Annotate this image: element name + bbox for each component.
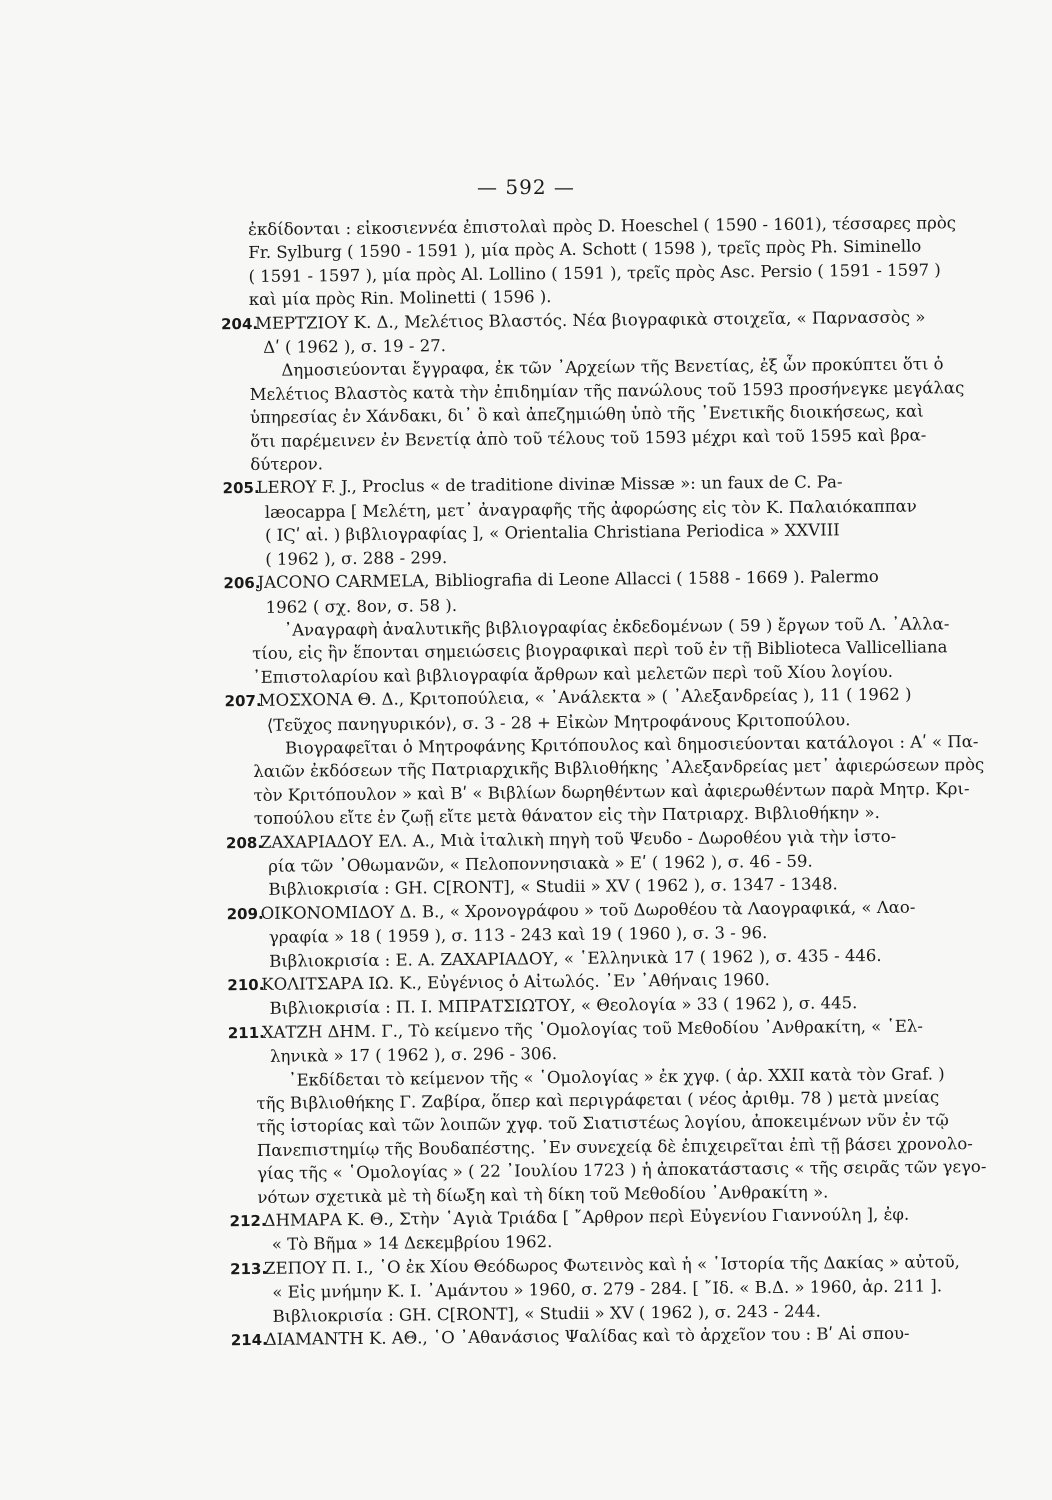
- line-text: ΖΑΧΑΡΙΑΔΟΥ ΕΛ. Α., Μιὰ ἰταλικὴ πηγὴ τοῦ Ψευδο - Δωροθέου γιὰ τὴν ἱστο-: [259, 826, 897, 852]
- line-text: ᾿Εκδίδεται τὸ κείμενον τῆς « ῾Ομολογίας » ἐκ χγφ. ( ἀρ. XXII κατὰ τὸν Graf. ): [288, 1063, 945, 1090]
- line-text: ρία τῶν ᾿Οθωμανῶν, « Πελοποννησιακὰ » Εʹ ( 1962 ), σ. 46 - 59.: [268, 851, 813, 876]
- line-text: 1962 ( σχ. 8ον, σ. 58 ).: [265, 595, 458, 617]
- line-text: Πανεπιστημίῳ τῆς Βουδαπέστης. ᾿Εν συνεχείᾳ δὲ ἐπιχειρεῖται ἐπὶ τῇ βάσει χρονολο-: [256, 1133, 973, 1160]
- line-text: ὑπηρεσίας ἐν Χάνδακι, δι᾿ ὃ καὶ ἀπεζημιώθη ὑπὸ τῆς ᾿Ενετικῆς διοικήσεως, καὶ: [249, 401, 924, 428]
- line-text: ⟨Τεῦχος πανηγυρικόν⟩, σ. 3 - 28 + Εἰκὼν Μητροφάνους Κριτοπούλου.: [266, 709, 851, 735]
- line-text: τίου, εἰς ἣν ἕπονται σημειώσεις βιογραφικαὶ περὶ τοῦ ἐν τῇ Biblioteca Vallicelliana: [252, 637, 948, 664]
- line-text: Δʹ ( 1962 ), σ. 19 - 27.: [263, 336, 446, 357]
- line-text: τῆς Βιβλιοθήκης Γ. Ζαβίρα, ὅπερ καὶ περιγράφεται ( νέος ἀριθμ. 78 ) μετὰ μνείας: [256, 1087, 940, 1113]
- entry-number: 212.: [229, 1211, 267, 1231]
- line-text: τῆς ἱστορίας καὶ τῶν λοιπῶν χγφ. τοῦ Σιατιστέως λογίου, ἀποκειμένων νῦν ἐν τῷ: [256, 1110, 949, 1137]
- line-text: ΔΙΑΜΑΝΤΗ Κ. ΑΘ., ῾Ο ᾿Αθανάσιος Ψαλίδας καὶ τὸ ἀρχεῖον του : Βʹ Αἱ σπου-: [264, 1323, 910, 1349]
- line-text: ᾿Αναγραφὴ ἀναλυτικῆς βιβλιογραφίας ἐκδεδομένων ( 59 ) ἔργων τοῦ Λ. ᾿Αλλα-: [283, 614, 950, 640]
- line-text: Fr. Sylburg ( 1590 - 1591 ), μία πρὸς A. Schott ( 1598 ), τρεῖς πρὸς Ph. Siminello: [248, 236, 922, 263]
- line-text: « Τὸ Βῆμα » 14 Δεκεμβρίου 1962.: [271, 1232, 553, 1255]
- page-number: — 592 —: [477, 175, 575, 199]
- entry-number: 211.: [227, 1023, 265, 1043]
- line-text: « Εἰς μνήμην Κ. Ι. ᾿Αμάντου » 1960, σ. 279 - 284. [ ῎Ιδ. « Β.Δ. » 1960, ἀρ. 211 ].: [272, 1276, 943, 1303]
- line-text: ΔΗΜΑΡΑ Κ. Θ., Στὴν ῾Αγιὰ Τριάδα [ ῎Αρθρον περὶ Εὐγενίου Γιαννούλη ], ἐφ.: [263, 1204, 910, 1230]
- line-text: ΧΑΤΖΗ ΔΗΜ. Γ., Τὸ κείμενο τῆς ῾Ομολογίας τοῦ Μεθοδίου ᾿Ανθρακίτη, « ῾Ελ-: [261, 1016, 923, 1042]
- entry-number: 205.: [222, 479, 260, 498]
- entry-number: 210.: [227, 975, 265, 995]
- line-text: Βιογραφεῖται ὁ Μητροφάνης Κριτόπουλος καὶ δημοσιεύονται κατάλογοι : Αʹ « Πα-: [284, 731, 979, 758]
- entry-number: 209.: [226, 904, 264, 924]
- line-text: τοπούλου εἴτε ἐν ζωῇ εἴτε μετὰ θάνατον εἰς τὴν Πατριαρχ. Βιβλιοθήκην ».: [253, 803, 880, 829]
- line-text: γραφία » 18 ( 1959 ), σ. 113 - 243 καὶ 19 ( 1960 ), σ. 3 - 96.: [268, 923, 768, 948]
- line-text: ληνικὰ » 17 ( 1962 ), σ. 296 - 306.: [269, 1044, 558, 1067]
- line-text: ΜΕΡΤΖΙΟΥ Κ. Δ., Μελέτιος Βλαστός. Νέα βιογραφικὰ στοιχεῖα, « Παρνασσὸς »: [254, 307, 926, 333]
- line-text: ( ΙϚʹ αἰ. ) βιβλιογραφίας ], « Orientalia Christiana Periodica » XXVIII: [264, 520, 840, 546]
- entry-number: 204.: [220, 314, 259, 333]
- line-text: Βιβλιοκρισία : GH. C[RONT], « Studii » XV ( 1962 ), σ. 243 - 244.: [272, 1301, 821, 1326]
- line-text: Δημοσιεύονται ἔγγραφα, ἐκ τῶν ᾿Αρχείων τῆς Βενετίας, ἐξ ὧν προκύπτει ὅτι ὁ: [281, 354, 944, 381]
- line-text: læocappa [ Μελέτη, μετ᾿ ἀναγραφῆς τῆς ἀφορώσης εἰς τὸν Κ. Παλαιόκαππαν: [264, 496, 917, 522]
- entry-number: 207.: [224, 692, 262, 711]
- line-text: ( 1591 - 1597 ), μία πρὸς Al. Lollino ( 1591 ), τρεῖς πρὸς Asc. Persio ( 1591 - 1597 ): [248, 260, 941, 286]
- line-text: δύτερον.: [250, 454, 324, 475]
- line-text: ΜΟΣΧΟΝΑ Θ. Δ., Κριτοπούλεια, « ᾿Ανάλεκτα » ( ᾿Αλεξανδρείας ), 11 ( 1962 ): [258, 684, 912, 711]
- line-text: καὶ μία πρὸς Rin. Molinetti ( 1596 ).: [248, 287, 552, 310]
- line-text: JACONO CARMELA, Bibliografia di Leone Allacci ( 1588 - 1669 ). Palermo: [257, 567, 879, 593]
- line-text: ἐκδίδονται : εἰκοσιεννέα ἐπιστολαὶ πρὸς D. Hoeschel ( 1590 - 1601), τέσσαρες πρὸς: [248, 213, 957, 239]
- line-text: Βιβλιοκρισία : GH. C[RONT], « Studii » XV ( 1962 ), σ. 1347 - 1348.: [268, 874, 838, 900]
- line-text: νότων σχετικὰ μὲ τὴ δίωξη καὶ τὴ δίκη τοῦ Μεθοδίου ᾿Ανθρακίτη ».: [257, 1182, 829, 1207]
- line-text: Μελέτιος Βλαστὸς κατὰ τὴν ἐπιδημίαν τῆς πανώλους τοῦ 1593 προσήνεγκε μεγάλας: [249, 377, 965, 404]
- line-text: ΖΕΠΟΥ Π. Ι., ῾Ο ἐκ Χίου Θεόδωρος Φωτεινὸς καὶ ἡ « ῾Ιστορία τῆς Δακίας » αὐτοῦ,: [263, 1252, 960, 1278]
- line-text: Βιβλιοκρισία : Ε. Α. ΖΑΧΑΡΙΑΔΟΥ, « ῾Ελληνικὰ 17 ( 1962 ), σ. 435 - 446.: [269, 945, 882, 971]
- line-text: ( 1962 ), σ. 288 - 299.: [265, 547, 448, 569]
- line-text: ΟΙΚΟΝΟΜΙΔΟΥ Δ. Β., « Χρονογράφου » τοῦ Δωροθέου τὰ Λαογραφικά, « Λαο-: [260, 897, 916, 923]
- entry-number: 208.: [225, 833, 264, 852]
- line-text: ὅτι παρέμεινεν ἐν Βενετίᾳ ἀπὸ τοῦ τέλους τοῦ 1593 μέχρι καὶ τοῦ 1595 καὶ βρα-: [250, 425, 927, 451]
- line-text: λαιῶν ἐκδόσεων τῆς Πατριαρχικῆς Βιβλιοθήκης ᾿Αλεξανδρείας μετ᾿ ἀφιερώσεων πρὸς: [253, 755, 985, 782]
- line-text: ᾿Επιστολαρίου καὶ βιβλιογραφία ἄρθρων καὶ μελετῶν περὶ τοῦ Χίου λογίου.: [252, 661, 894, 687]
- bibliography-text: [220, 211, 987, 1352]
- line-text: LEROY F. J., Proclus « de traditione divinæ Missæ »: un faux de C. Pa-: [256, 472, 843, 498]
- entry-number: 206.: [223, 573, 261, 593]
- line-text: γίας τῆς « ῾Ομολογίας » ( 22 ᾿Ιουλίου 1723 ) ἡ ἀποκατάστασις « τῆς σειρᾶς τῶν γεγο-: [257, 1157, 987, 1184]
- line-text: τὸν Κριτόπουλον » καὶ Βʹ « Βιβλίων δωρηθέντων καὶ ἀφιερωθέντων παρὰ Μητρ. Κρι-: [253, 778, 970, 805]
- line-text: ΚΟΛΙΤΣΑΡΑ ΙΩ. Κ., Εὐγένιος ὁ Αἰτωλός. ᾿Εν ᾿Αθήναις 1960.: [261, 970, 770, 994]
- entry-number: 214.: [230, 1330, 268, 1350]
- entry-number: 213.: [230, 1259, 268, 1279]
- line-text: Βιβλιοκρισία : Π. Ι. ΜΠΡΑΤΣΙΩΤΟΥ, « Θεολογία » 33 ( 1962 ), σ. 445.: [269, 993, 858, 1019]
